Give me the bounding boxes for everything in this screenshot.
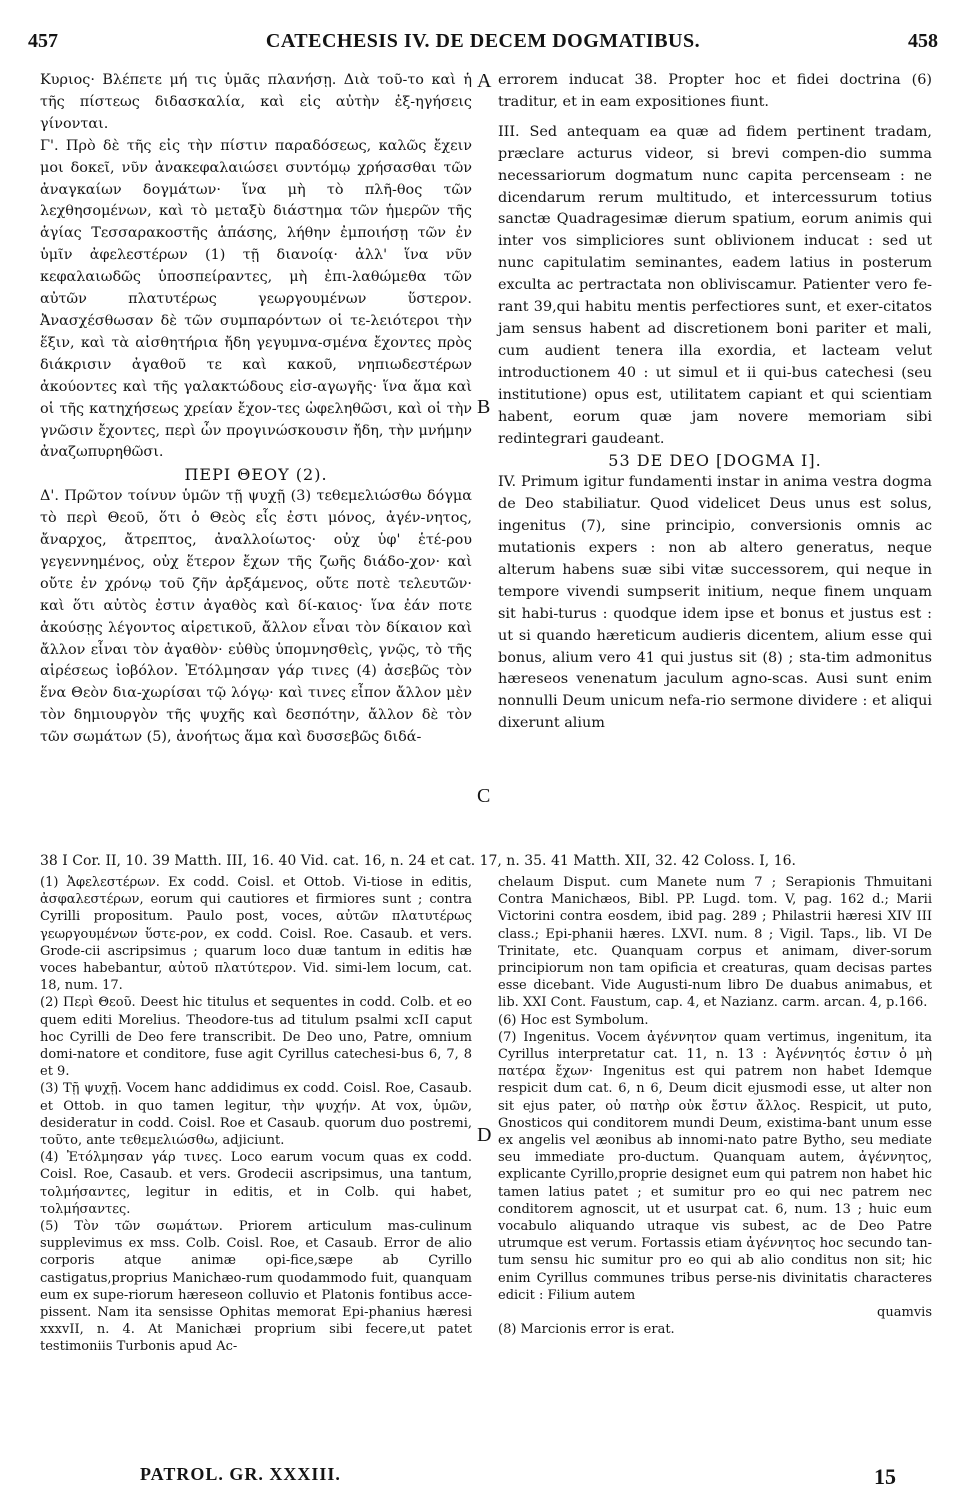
- greek-section-title: ΠΕΡΙ ΘΕΟΥ (2).: [184, 465, 328, 485]
- greek-paragraph-3: Δ'. Πρῶτον τοίνυν ὑμῶν τῇ ψυχῇ (3) τεθεμελιώσθω δόγμα τὸ περὶ Θεοῦ, ὅτι ὁ Θεὸς εἷς ἐστι μόνος, ἀγέν-νητος, ἄναρχος, ἄτρεπτος, ἀναλλοίωτος· οὐχ ὑφ' ἑτέ-ρου γεγεννημένος, οὐχ ἕτερον ἔχων τῆς ζωῆς διάδο-χον· καὶ οὔτε ἐν χρόνῳ τοῦ ζῆν ἀρξάμενος, οὔτε ποτὲ τελευτῶν· καὶ ὅτι αὐτὸς ἐστιν ἀγαθὸς καὶ δί-καιος· ἵνα ἐάν ποτε ἀκούσῃς λέγοντος αἱρετικοῦ, ἄλλον εἶναι τὸν δίκαιον καὶ ἄλλον εἶναι τὸν ἀγαθὸν· εὐθὺς ὑπομνησθεὶς, γνῷς, τὸ τῆς αἱρέσεως ἰοβόλον. Ἐτόλμησαν γάρ τινες (4) ἀσεβῶς τὸν ἕνα Θεὸν δια-χωρίσαι τῷ λόγῳ· καὶ τινες εἶπον ἄλλον μὲν τὸν δημιουργὸν τῆς ψυχῆς καὶ δεσπότην, ἄλλον δὲ τὸν τῶν σωμάτων (5), ἀνοήτως ἅμα καὶ δυσσεβῶς διδά-: [40, 488, 472, 746]
- footnotes-right: [498, 874, 932, 1338]
- latin-section-title: 53 DE DEO [DOGMA I].: [608, 451, 822, 471]
- footnote-6: (6) Hoc est Symbolum.: [498, 1012, 649, 1028]
- latin-column: [498, 70, 932, 735]
- footnote-3: (3) Τῇ ψυχῇ. Vocem hanc addidimus ex codd. Coisl. Roe, Casaub. et Ottob. in quo tamen legitur, τὴν ψυχήν. At vox, ὑμῶν, desideratur in codd. Coisl. Roe et Casaub. quorum duo postremi, τοῦτο, ante τεθεμελιώσθω, adjiciunt.: [40, 1081, 472, 1149]
- page-number-right: 458: [908, 30, 938, 52]
- footnote-2: (2) Περὶ Θεοῦ. Deest hic titulus et sequentes in codd. Colb. et eo quem editi Morelius. Theodore-tus ad titulum psalmi xcII caput hoc Cyrilli de Deo fere transcribit. De Deo uno, Patre, omnium domi-natore et conditore, fuse agit Cyrillus catechesi-bus 6, 7, 8 et 9.: [40, 995, 472, 1080]
- footnotes-left: [40, 874, 472, 1356]
- footnote-5: (5) Τὸν τῶν σωμάτων. Priorem articulum mas-culinum supplevimus ex mss. Colb. Coisl. Roe, et Casaub. Error de alio corporis atque animæ opi-fice,sæpe ab Cyrillo castigatus,proprius Manichæo-rum quodammodo fuit, quanquam eum ex supe-riorum hæreseon colluvio et Platonis fontibus acce-pissent. Nam ita sensisse Ophitas memorat Epi-phanius hæresi xxxvII, n. 4. At Manichæi proprium sibi fecere,ut patet testimoniis Turbonis apud Ac-: [40, 1219, 472, 1355]
- catchword: quamvis: [877, 1305, 932, 1321]
- footnote-7: (7) Ingenitus. Vocem ἀγέννητον quam vertimus, ingenitum, ita Cyrillus interpretatur cat. 11, n. 13 : Ἀγέννητός ἐστιν ὁ μὴ πατέρα ἔχων· Ingenitus est qui patrem non habet Idemque respicit dum cat. 6, n 6, Deum dicit ejusmodi esse, ut alter non sit ejus pater, οὐ πατὴρ οὐκ ἔστιν ἄλλος. Respicit, ut puto, Gnosticos qui conditorem mundi Deum, existima-bant unum esse ex angelis vel æonibus ab innomi-nato patre Bytho, seu mediate seu immediate pro-ductum. Quanquam autem, ἀγέννητος, explicante Cyrillo,proprie designet eum qui patrem non habet hic tamen latius patet ; et sumitur pro eo qui nec patrem nec conditorem agnoscit, ut et usurpat cat. 6, num. 13 ; huic eum vocabulo aliquando utraque vis subest, ac de Deo Patre utrumque est verum. Fortassis etiam ἀγέννητος hoc secundo tan-tum sensu hic sumitur pro eo qui ab alio conditus non sit; hic enim Cyrillus communes tribus perse-nis divinitatis characteres edicit : Filium autem: [498, 1029, 932, 1303]
- footnote-5-continued: chelaum Disput. cum Manete num 7 ; Serapionis Thmuitani Contra Manichæos, Bibl. PP. Lugd. tom. V, pag. 162 d.; Marii Victorini contra eosdem, ibid pag. 289 ; Philastrii hæresi XIV III class.; Epi-phanii hæres. LXVI. num. 8 ; Vigil. Taps., lib. VI De Trinitate, etc. Quanquam corpus et animam, diver-sorum principiorum non tam opificia et creaturas, quam decisas partes esse dicebant. Vide Augusti-num libro De duabus animabus, et lib. XXI Cont. Faustum, cap. 4, et Nazianz. carm. arcan. 4, p.166.: [498, 875, 932, 1011]
- margin-letter-b: B: [477, 396, 491, 418]
- margin-letter-a: A: [477, 70, 492, 92]
- latin-paragraph-2: III. Sed antequam ea quæ ad fidem pertinent tradam, præclare acturus videor, si brevi compen-dio summa necessariorum dogmatum nunc capita percenseam : ne dicendarum rerum multitudo, et intercessurum totius sanctæ Quadragesimæ dierum spatium, eorum animis qui inter vos simpliciores sunt oblivionem inducat : sed ut nunc capitulatim seminantes, eadem latius in posterum exculta ac pertractata non obliviscamur. Patienter vero fe-rant 39,qui habitu mentis perfectiores sunt, et exer-citatos jam sensus habent ad discretionem boni pariter et mali, cum audient tenera illa exordia, et lacteam velut introductionem 40 : ut simul et ii qui-bus catechesi (seu institutione) opus est, utilitatem capiant et qui scientiam habent, eorum quæ jam novere memoriam sibi redintegrari gaudeant.: [498, 123, 932, 447]
- gathering-number: 15: [874, 1464, 896, 1489]
- footnote-1: (1) Ἀφελεστέρων. Ex codd. Coisl. et Ottob. Vi-tiose in editis, ἀσφαλεστέρων, eorum qui cautiores et firmiores sunt ; contra Cyrilli propositum. Paulo post, voces, αὐτῶν πλατυτέρως γεωργουμένων ὕστε-ρον, ex codd. Coisl. Roe. Casaub. et vers. Grode-cii ascripsimus ; quarum loco duæ tantum in editis hæ voces habebantur, αὐτοῦ πλατύτερον. Vid. simi-lem locum, cat. 18, num. 17.: [40, 875, 472, 994]
- running-title: CATECHESIS IV. DE DECEM DOGMATIBUS.: [265, 30, 701, 52]
- footnote-4: (4) Ἐτόλμησαν γάρ τινες. Loco earum vocum quas ex codd. Coisl. Roe, Casaub. et vers. Grodecii ascripsimus, una tantum, τολμήσαντες, legitur in editis, et in Colb. qui habet, τολμήσαντες.: [40, 1150, 472, 1217]
- margin-letter-d: D: [477, 1124, 492, 1146]
- margin-letter-c: C: [477, 785, 491, 807]
- running-header: [28, 30, 938, 64]
- latin-paragraph-1: errorem inducat 38. Propter hoc et fidei doctrina (6) traditur, et in eam expositiones fiunt.: [498, 72, 932, 110]
- scripture-references: 38 I Cor. II, 10. 39 Matth. III, 16. 40 Vid. cat. 16, n. 24 et cat. 17, n. 35. 41 Matth. XII, 32. 42 Coloss. I, 16.: [40, 853, 796, 869]
- patrologia-signature: PATROL. GR. XXXIII.: [140, 1464, 341, 1484]
- greek-column: [40, 70, 472, 749]
- greek-paragraph-1: Κυριος· Βλέπετε μή τις ὑμᾶς πλανήσῃ. Διὰ τοῦ-το καὶ ἡ τῆς πίστεως διδασκαλία, καὶ εἰς αὐτὴν ἐξ-ηγήσεις γίνονται.: [40, 72, 472, 132]
- latin-paragraph-3: IV. Primum igitur fundamenti instar in anima vestra dogma de Deo stabiliatur. Quod videlicet Deus unus est solus, ingenitus (7), sine principio, conversionis omnis ac mutationis expers : non ab altero generatus, neque alterum habens suæ sibi vitæ successorem, qui neque in tempore vivendi sumpserit initium, neque finem unquam sit habi-turus : quodque idem ipse et bonus et justus est : ut si quando hæreticum audieris dicentem, alium esse qui bonus, alium vero 41 qui justus sit (8) ; sta-tim admonitus hæreseos venenatum jaculum agno-scas. Ausi sunt enim nonnulli Deum unicum nefa-rio sermone dividere : et aliqui dixerunt alium: [498, 474, 932, 732]
- page-number-left: 457: [28, 30, 58, 52]
- greek-paragraph-2: Γ'. Πρὸ δὲ τῆς εἰς τὴν πίστιν παραδόσεως, καλῶς ἔχειν μοι δοκεῖ, νῦν ἀνακεφαλαιώσει συντόμῳ χρήσασθαι τῶν ἀναγκαίων δογμάτων· ἵνα μὴ τὸ πλῆ-θος τῶν λεχθησομένων, καὶ τὸ μεταξὺ διάστημα τῶν ἡμερῶν τῆς ἁγίας Τεσσαρακοστῆς ἁπάσης, λήθην ἐμποιήσῃ τῶν ἐν ὑμῖν ἀφελεστέρων (1) τῇ διανοίᾳ· ἀλλ' ἵνα νῦν κεφαλαιωδῶς ὑποσπείραντες, μὴ ἐπι-λαθώμεθα τῶν αὐτῶν πλατυτέρως γεωργουμένων ὕστερον. Ἀνασχέσθωσαν δὲ τῶν συμπαρόντων οἱ τε-λειότεροι τὴν ἕξιν, καὶ τὰ αἰσθητήρια ἤδη γεγυμνα-σμένα ἔχοντες πρὸς διάκρισιν ἀγαθοῦ τε καὶ κακοῦ, νηπιωδεστέρων ἀκούοντες καὶ τῆς γαλακτώδους εἰσ-αγωγῆς· ἵνα ἅμα καὶ οἱ τῆς κατηχήσεως χρείαν ἔχον-τες ὠφεληθῶσι, καὶ οἱ τὴν γνῶσιν ἔχοντες, περὶ ὧν προγινώσκουσιν ἤδη, τὴν μνήμην ἀναζωπυρηθῶσι.: [40, 137, 472, 461]
- footnote-8: (8) Marcionis error is erat.: [498, 1322, 675, 1338]
